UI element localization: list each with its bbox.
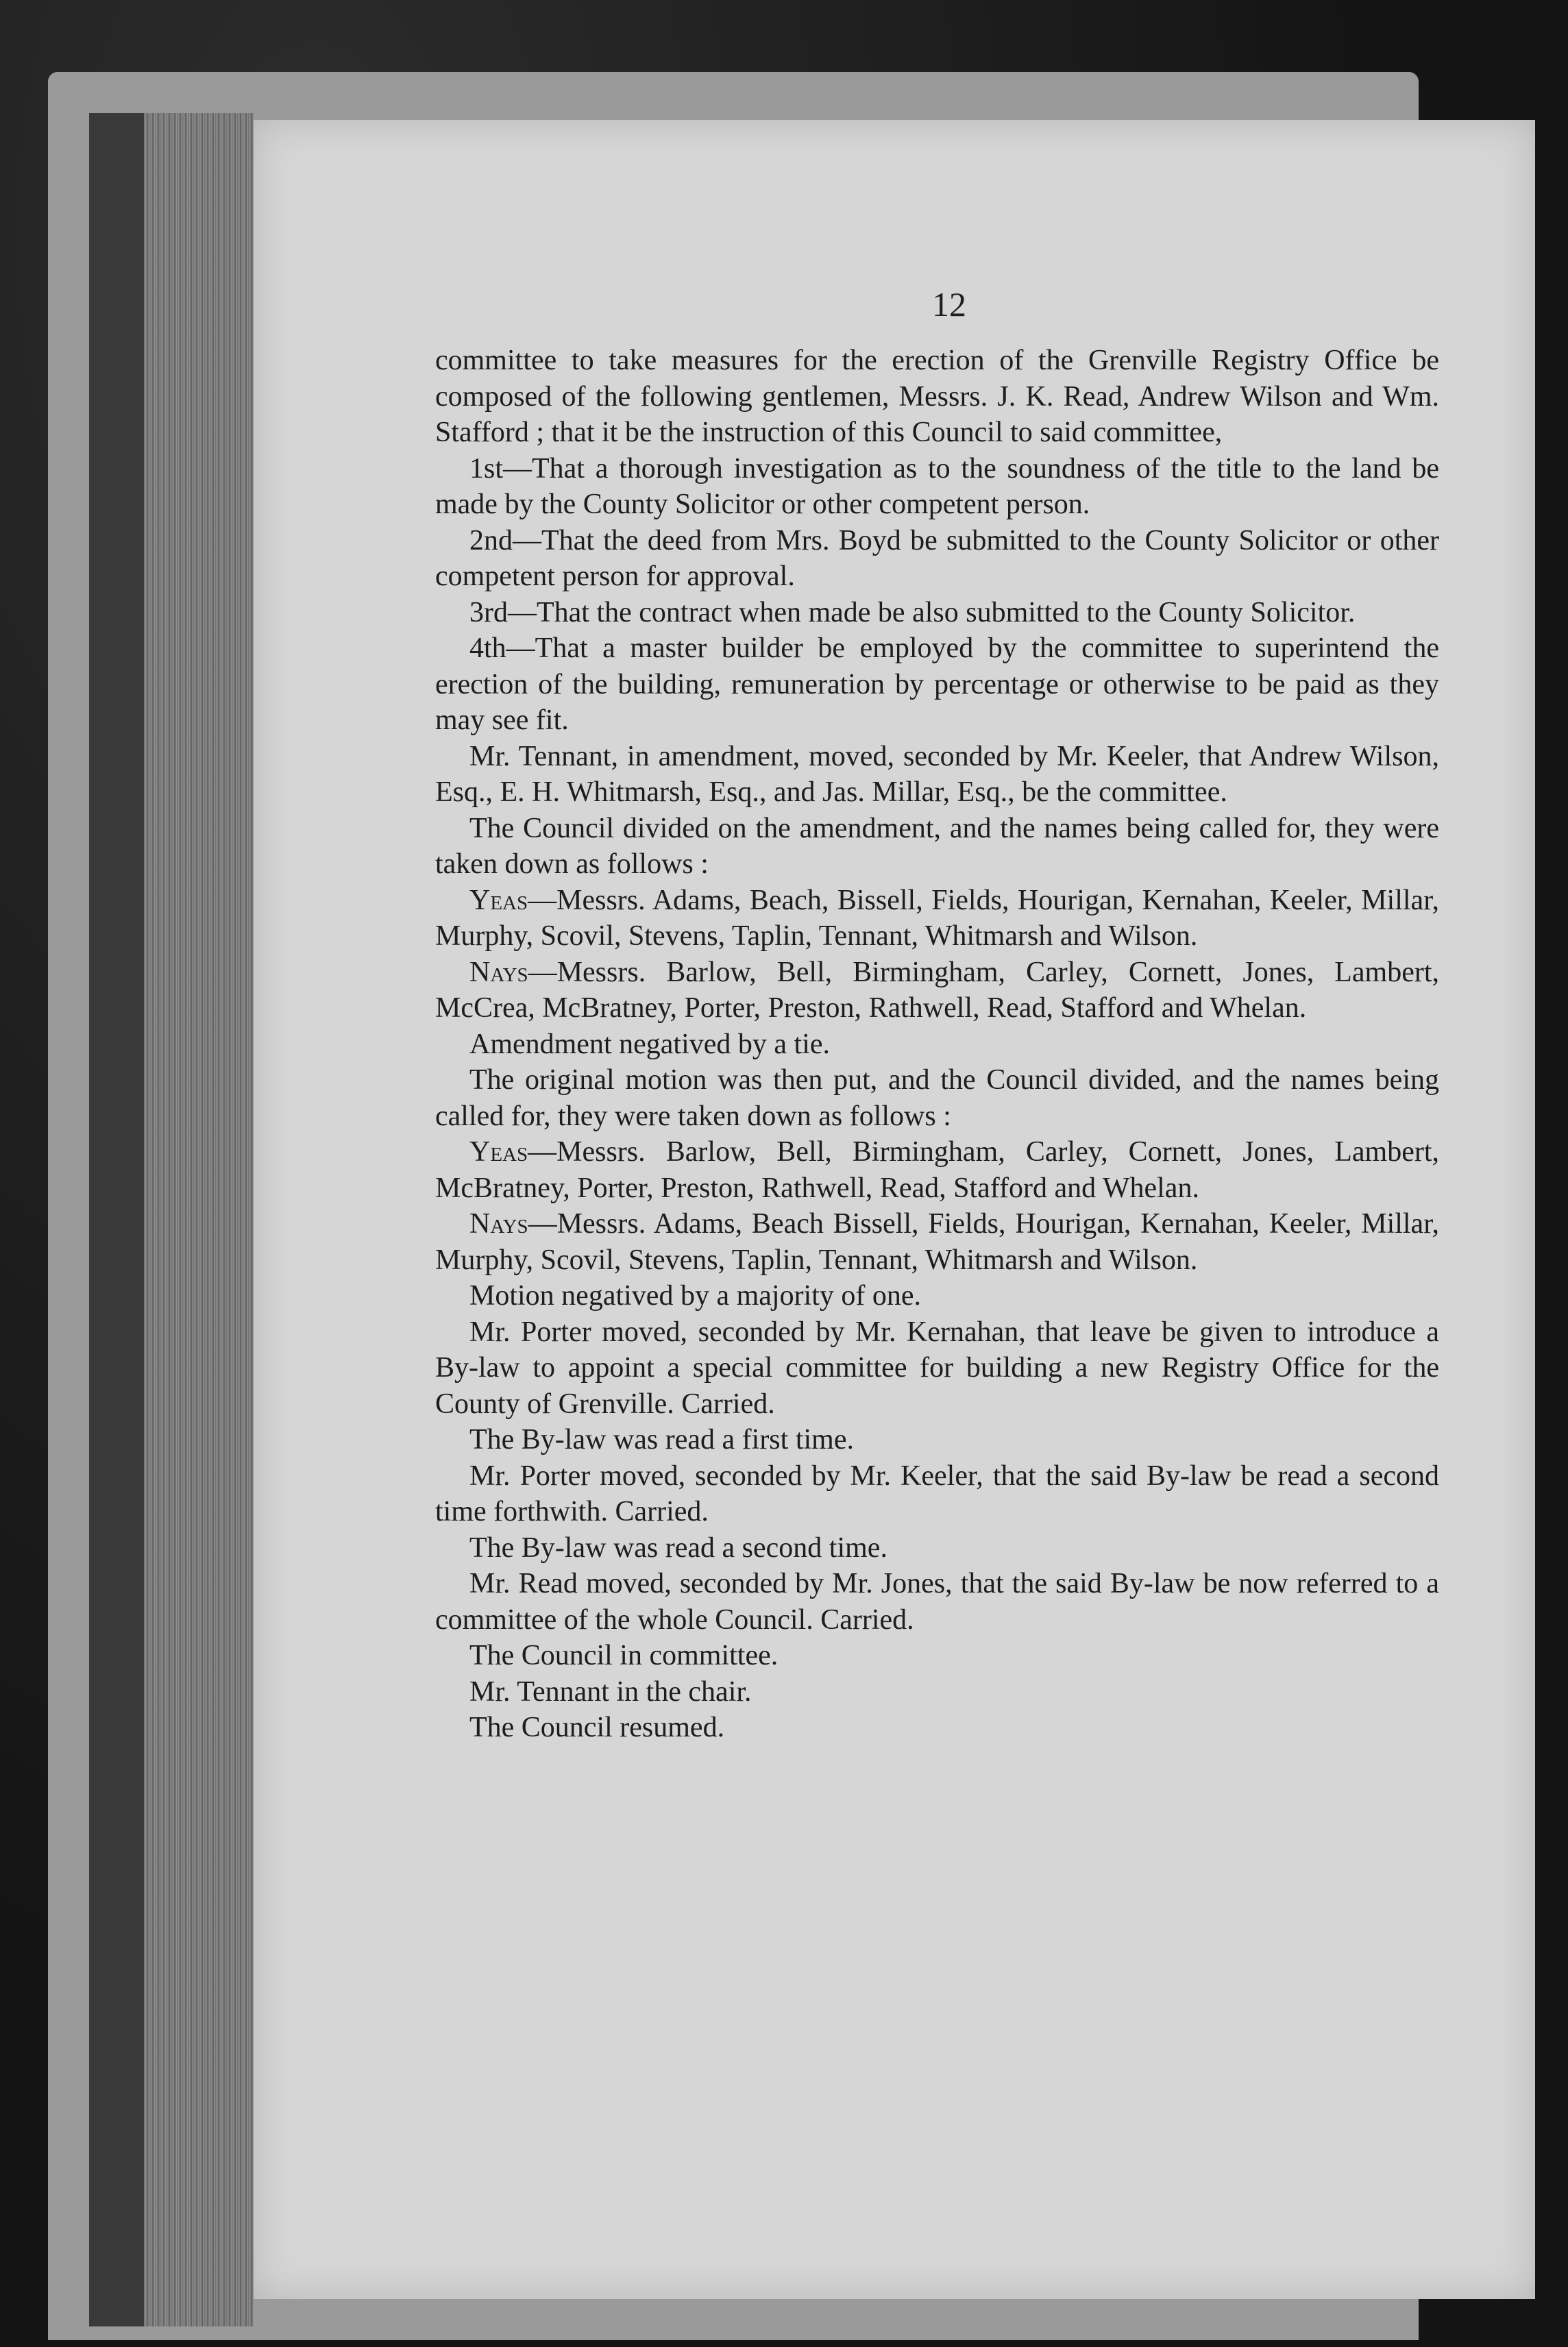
paragraph: [435, 1530, 1439, 1566]
paragraph-text: Motion negatived by a majority of one.: [469, 1280, 922, 1312]
paragraph-text: Mr. Porter moved, seconded by Mr. Keeler, that the said By-law be read a second time forthwith. Carried.: [435, 1460, 1439, 1527]
paragraph-text: The Council resumed.: [469, 1712, 725, 1743]
paragraph-text: Mr. Read moved, seconded by Mr. Jones, that the said By-law be now referred to a committee of the whole Council. Carried.: [435, 1568, 1439, 1636]
paragraph: [435, 451, 1439, 523]
paragraph-text: The By-law was read a second time.: [469, 1532, 887, 1564]
paragraph-text: Amendment negatived by a tie.: [469, 1028, 831, 1060]
paragraph-text: The original motion was then put, and the Council divided, and the names being called for, they were taken down as follows :: [435, 1064, 1439, 1132]
paragraph-text: Mr. Tennant in the chair.: [469, 1675, 752, 1708]
paragraph: [435, 1134, 1439, 1206]
paragraph-text: The Council divided on the amendment, and the names being called for, they were taken down as follows :: [435, 812, 1439, 880]
paragraph: [435, 955, 1439, 1027]
paragraph: [435, 523, 1439, 595]
paragraph: [435, 811, 1439, 883]
paragraph: [435, 1422, 1439, 1458]
paragraph: [435, 595, 1439, 631]
paragraph-text: —Messrs. Adams, Beach Bissell, Fields, Hourigan, Kernahan, Keeler, Millar, Murphy, Scovil, Stevens, Taplin, Tennant, Whitmarsh and Wilson.: [435, 1208, 1439, 1276]
paragraph-text: 4th—That a master builder be employed by the committee to superintend the erection of the building, remuneration by percentage or otherwise to be paid as they may see fit.: [435, 632, 1439, 736]
paragraph-text: —Messrs. Adams, Beach, Bissell, Fields, Hourigan, Kernahan, Keeler, Millar, Murphy, Scovil, Stevens, Taplin, Tennant, Whitmarsh and Wilson.: [435, 884, 1439, 952]
paragraph: [435, 1027, 1439, 1063]
paragraph: [435, 1062, 1439, 1134]
paragraph-text: —Messrs. Barlow, Bell, Birmingham, Carley, Cornett, Jones, Lambert, McBratney, Porter, Preston, Rathwell, Read, Stafford and Whelan.: [435, 1136, 1439, 1204]
paragraph-text: Mr. Tennant, in amendment, moved, seconded by Mr. Keeler, that Andrew Wilson, Esq., E. H. Whitmarsh, Esq., and Jas. Millar, Esq., be the committee.: [435, 740, 1439, 808]
paragraph-text: The By-law was read a first time.: [469, 1424, 854, 1455]
paragraph: [435, 883, 1439, 955]
paragraph: [435, 343, 1439, 451]
vote-label: Nays: [469, 956, 528, 988]
paragraph: [435, 1710, 1439, 1746]
paragraph-text: —Messrs. Barlow, Bell, Birmingham, Carley, Cornett, Jones, Lambert, McCrea, McBratney, Porter, Preston, Rathwell, Read, Stafford and Whelan.: [435, 956, 1439, 1024]
vote-label: Nays: [469, 1208, 528, 1240]
vote-label: Yeas: [469, 884, 528, 916]
paragraph-text: The Council in committee.: [469, 1640, 779, 1671]
paragraph-text: committee to take measures for the erection of the Grenville Registry Office be composed of the following gentlemen, Messrs. J. K. Read, Andrew Wilson and Wm. Stafford ; that it be the instruction of this Council to said committee,: [435, 345, 1439, 448]
page-body-text: [435, 343, 1439, 1746]
paragraph-text: 2nd—That the deed from Mrs. Boyd be submitted to the County Solicitor or other competent person for approval.: [435, 524, 1439, 592]
paragraph: [435, 1206, 1439, 1278]
paragraph: [435, 1458, 1439, 1530]
paragraph: [435, 1278, 1439, 1314]
paragraph: [435, 1314, 1439, 1423]
paragraph: [435, 1638, 1439, 1674]
book-page: [254, 120, 1535, 2299]
book-spine: [89, 113, 144, 2326]
paragraph: [435, 739, 1439, 811]
paragraph-text: 3rd—That the contract when made be also submitted to the County Solicitor.: [469, 596, 1356, 628]
vote-label: Yeas: [469, 1136, 528, 1168]
paragraph: [435, 1674, 1439, 1710]
paragraph-text: 1st—That a thorough investigation as to the soundness of the title to the land be made by the County Solicitor or other competent person.: [435, 452, 1439, 520]
page-number: 12: [932, 285, 966, 323]
paragraph: [435, 630, 1439, 739]
paragraph: [435, 1566, 1439, 1638]
paragraph-text: Mr. Porter moved, seconded by Mr. Kernahan, that leave be given to introduce a By-law to appoint a special committee for building a new Registry Office for the County of Grenville. Carried.: [435, 1316, 1439, 1420]
